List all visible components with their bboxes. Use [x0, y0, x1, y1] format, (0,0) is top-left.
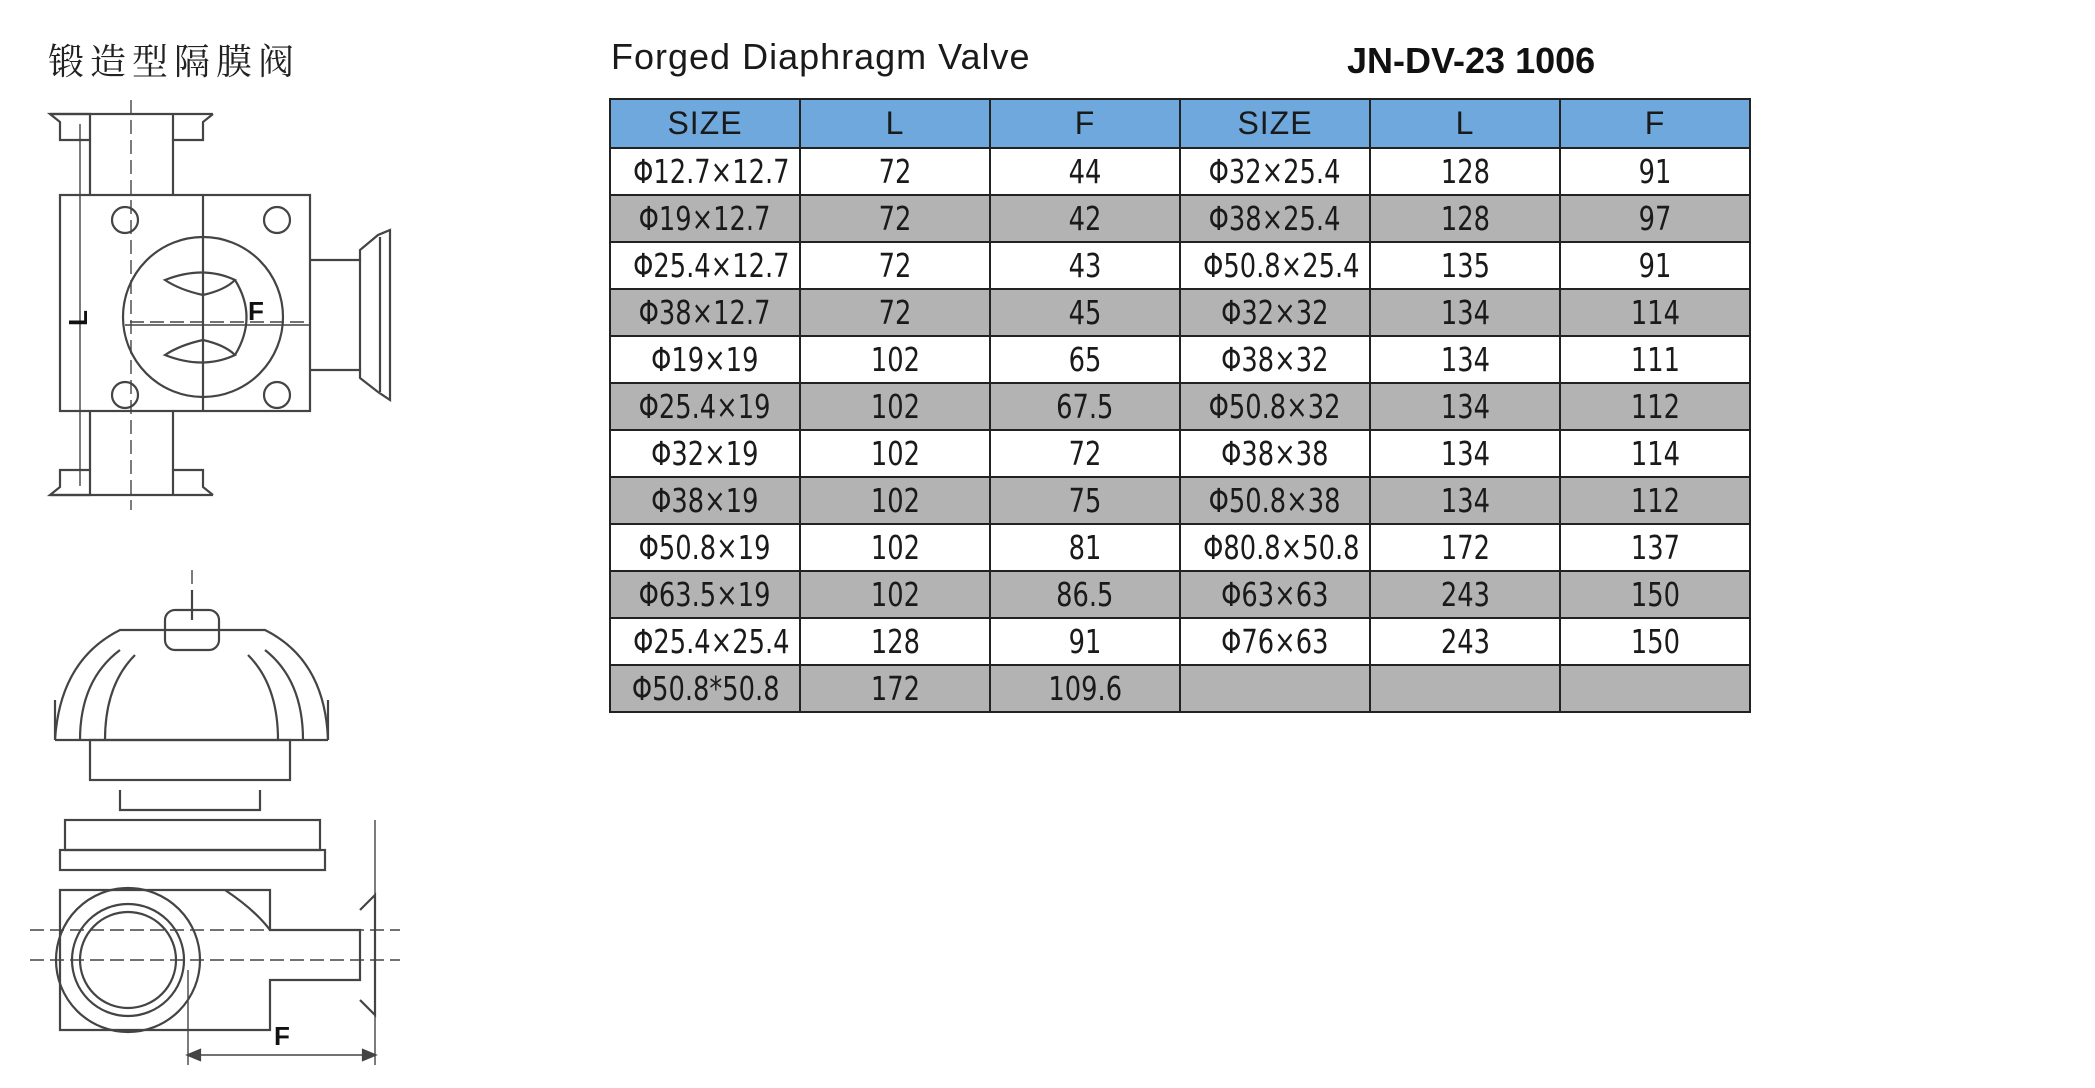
cell-size: Φ19×12.7 — [610, 195, 800, 242]
table-row — [610, 571, 1750, 618]
cell-f: 67.5 — [990, 383, 1180, 430]
cell-size: Φ38×19 — [610, 477, 800, 524]
cell-l: 134 — [1370, 477, 1560, 524]
header-l-2: L — [1370, 99, 1560, 148]
cell-l: 102 — [800, 477, 990, 524]
cell-size: Φ38×25.4 — [1180, 195, 1370, 242]
cell-l: 172 — [800, 665, 990, 712]
dim-label-F-side: F — [274, 1021, 290, 1051]
header-f-1: F — [990, 99, 1180, 148]
cell-f: 86.5 — [990, 571, 1180, 618]
cell-l: 102 — [800, 430, 990, 477]
table-row — [610, 289, 1750, 336]
valve-technical-drawing — [20, 100, 420, 1070]
cell-size: Φ50.8×38 — [1180, 477, 1370, 524]
cell-f: 91 — [990, 618, 1180, 665]
table-row — [610, 477, 1750, 524]
spec-table — [609, 98, 1751, 713]
cell-f: 112 — [1560, 477, 1750, 524]
header-f-2: F — [1560, 99, 1750, 148]
title-english: Forged Diaphragm Valve — [611, 36, 1031, 77]
cell-l: 72 — [800, 195, 990, 242]
cell-f: 112 — [1560, 383, 1750, 430]
table-row — [610, 242, 1750, 289]
table-header-row — [610, 99, 1750, 148]
cell-size: Φ50.8×32 — [1180, 383, 1370, 430]
cell-l: 134 — [1370, 289, 1560, 336]
cell-f: 42 — [990, 195, 1180, 242]
title-chinese: 锻造型隔膜阀 — [48, 42, 301, 83]
table-row — [610, 430, 1750, 477]
cell-l: 72 — [800, 148, 990, 195]
cell-f: 91 — [1560, 148, 1750, 195]
cell-l: 72 — [800, 242, 990, 289]
header-size-1: SIZE — [610, 99, 800, 148]
header-size-2: SIZE — [1180, 99, 1370, 148]
table-row — [610, 336, 1750, 383]
cell-l: 172 — [1370, 524, 1560, 571]
table-row — [610, 618, 1750, 665]
cell-l — [1370, 665, 1560, 712]
cell-l: 102 — [800, 524, 990, 571]
cell-size: Φ50.8*50.8 — [610, 665, 800, 712]
cell-l: 243 — [1370, 571, 1560, 618]
cell-l: 128 — [1370, 148, 1560, 195]
cell-size: Φ63.5×19 — [610, 571, 800, 618]
cell-l: 134 — [1370, 430, 1560, 477]
cell-l: 134 — [1370, 383, 1560, 430]
cell-l: 135 — [1370, 242, 1560, 289]
cell-size: Φ50.8×25.4 — [1180, 242, 1370, 289]
cell-f: 150 — [1560, 618, 1750, 665]
cell-size: Φ12.7×12.7 — [610, 148, 800, 195]
side-view-drawing — [30, 570, 400, 1065]
cell-size: Φ38×12.7 — [610, 289, 800, 336]
cell-size: Φ25.4×12.7 — [610, 242, 800, 289]
cell-f: 75 — [990, 477, 1180, 524]
cell-size: Φ25.4×25.4 — [610, 618, 800, 665]
cell-l: 102 — [800, 571, 990, 618]
cell-size: Φ80.8×50.8 — [1180, 524, 1370, 571]
cell-size: Φ76×63 — [1180, 618, 1370, 665]
table-row — [610, 383, 1750, 430]
table-row — [610, 524, 1750, 571]
header-l-1: L — [800, 99, 990, 148]
cell-l: 243 — [1370, 618, 1560, 665]
cell-f: 114 — [1560, 289, 1750, 336]
cell-f: 91 — [1560, 242, 1750, 289]
cell-f: 45 — [990, 289, 1180, 336]
cell-f: 137 — [1560, 524, 1750, 571]
cell-l: 72 — [800, 289, 990, 336]
cell-f: 65 — [990, 336, 1180, 383]
table-row — [610, 665, 1750, 712]
cell-size: Φ32×25.4 — [1180, 148, 1370, 195]
cell-size: Φ38×32 — [1180, 336, 1370, 383]
cell-f: 150 — [1560, 571, 1750, 618]
cell-f: 109.6 — [990, 665, 1180, 712]
cell-l: 128 — [800, 618, 990, 665]
cell-f: 81 — [990, 524, 1180, 571]
dim-label-F-top: F — [248, 296, 264, 326]
cell-size: Φ25.4×19 — [610, 383, 800, 430]
cell-size: Φ50.8×19 — [610, 524, 800, 571]
dim-label-L: L — [63, 310, 93, 326]
cell-f: 111 — [1560, 336, 1750, 383]
top-view-drawing — [50, 100, 390, 510]
cell-f — [1560, 665, 1750, 712]
cell-size: Φ38×38 — [1180, 430, 1370, 477]
cell-f: 72 — [990, 430, 1180, 477]
cell-size: Φ19×19 — [610, 336, 800, 383]
table-row — [610, 148, 1750, 195]
cell-size — [1180, 665, 1370, 712]
cell-size: Φ63×63 — [1180, 571, 1370, 618]
cell-f: 114 — [1560, 430, 1750, 477]
cell-f: 97 — [1560, 195, 1750, 242]
model-code: JN-DV-23 1006 — [1347, 40, 1596, 81]
cell-l: 128 — [1370, 195, 1560, 242]
cell-size: Φ32×32 — [1180, 289, 1370, 336]
cell-l: 102 — [800, 336, 990, 383]
cell-size: Φ32×19 — [610, 430, 800, 477]
cell-f: 43 — [990, 242, 1180, 289]
cell-f: 44 — [990, 148, 1180, 195]
cell-l: 134 — [1370, 336, 1560, 383]
cell-l: 102 — [800, 383, 990, 430]
table-row — [610, 195, 1750, 242]
